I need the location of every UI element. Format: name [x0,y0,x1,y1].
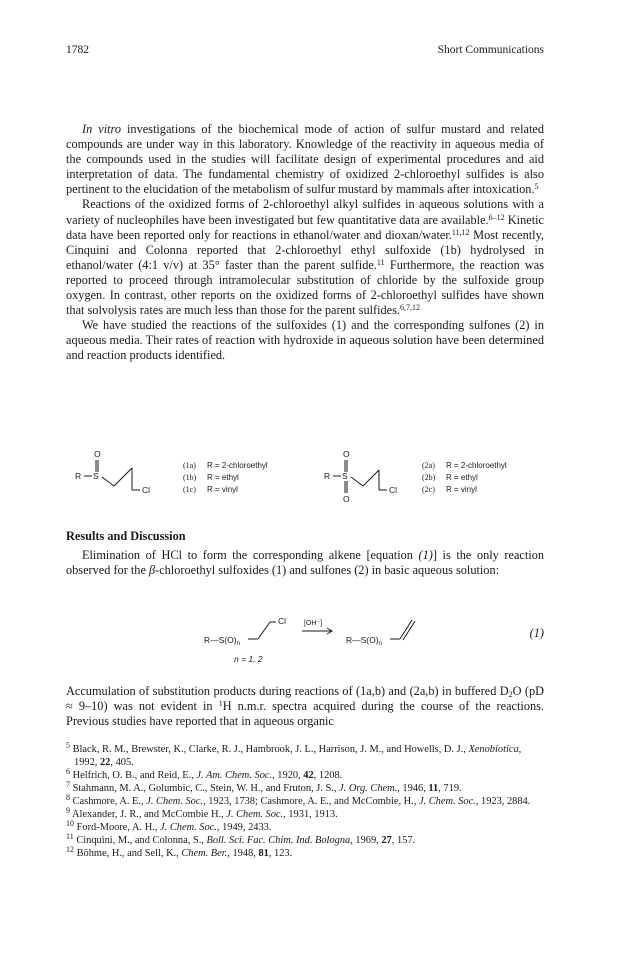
reference-number: 10 [66,819,74,828]
intro-p2-text-d: Furthermore, the reaction was reported to proceed through intramolecular substitution of chloride by the sulfoxide group oxygen. In contrast, other reports on the oxidized forms of 2-chloroethyl sulfides have shown that solvolysis rates are much less than those for the parent sulfides. [66,257,544,318]
reference-item [66,743,544,769]
structure-figure [66,448,544,508]
equation-reference: (1) [418,548,433,562]
reference-journal: Boll. Sci. Fac. Chim. Ind. Bologna [206,835,351,846]
reference-volume: 27 [381,835,392,846]
reference-pages: , 1208. [313,770,343,781]
intro-p2-text-c: Most recently, Cinquini and Colonna reported that 2-chloroethyl ethyl sulfoxide (1b) hydrolysed in ethanol/water (4:1 v/v) at 35° faster than the parent sulfide. [66,227,544,272]
discussion-paragraph [66,684,544,729]
discussion-text-c: H n.m.r. spectra acquired during the course of the reactions. Previous studies have reported that in aqueous organic [66,699,544,729]
intro-p2-text-b: Kinetic data have been reported only for reactions in ethanol/water and dioxan/water. [66,212,544,242]
citation: 6–12 [488,212,505,222]
reference-authors: Helfrich, O. B., and Reid, E., [72,770,197,781]
reference-year: , 1920, [272,770,304,781]
atom-s: S [342,471,348,481]
reference-item [66,834,544,847]
results-text-c: -chloroethyl sulfoxides (1) and sulfones (2) in basic aqueous solution: [155,563,500,578]
atom-o-bottom: O [343,494,350,504]
reference-list [66,743,544,860]
intro-p1-text: investigations of the biochemical mode of action of sulfur mustard and related compounds are under way in this laboratory. Knowledge of the reactivity in aqueous media of the compounds used in the studies will facilitate design of experimental procedures and aid interpretation of data. The fundamental chemistry of oxidized 2-chloroethyl sulfides is also pertinent to the elucidation of the metabolism of sulfur mustard by mammals after intoxication. [66,122,544,197]
atom-cl: Cl [389,485,398,495]
citation: 11 [376,257,385,267]
atom-o-top: O [343,449,350,459]
reference-number: 12 [66,845,74,854]
compound-def: R = 2-chloroethyl [207,461,268,470]
page-number: 1782 [66,44,89,56]
reference-item [66,769,544,782]
intro-p2-text-a: Reactions of the oxidized forms of 2-chloroethyl alkyl sulfides in aqueous solutions with a variety of nucleophiles have been investigated but few quantitative data are available. [66,197,544,227]
reference-number: 9 [66,806,70,815]
reference-pages: , 719. [438,783,462,794]
equation-number: (1) [529,626,544,640]
compound-label: (1c) [183,485,196,494]
reference-year: , 1931, 1913. [283,809,338,820]
reference-year: , 1948, [227,848,259,859]
chemical-structures [66,448,544,504]
reactant-subscript: n [236,641,240,647]
citation: 11,12 [451,227,470,237]
reference-item [66,795,544,808]
reference-journal: J. Chem. Soc. [146,796,204,807]
reference-authors: Alexander, J. R., and McCombie H., [72,809,227,820]
reference-number: 7 [66,780,70,789]
reference-year: , 1946, [397,783,429,794]
compound-label: (1b) [183,473,197,482]
reference-volume: 81 [258,848,269,859]
in-vitro-italic: In vitro [82,122,122,136]
reference-authors: Stahmann, M. A., Golumbic, C., Stein, W. H., and Fruton, J. S., [72,783,340,794]
atom-cl: Cl [142,485,151,495]
equation-1 [66,612,544,668]
reference-year: , 1923, 2884. [475,796,531,807]
reference-authors: Ford-Moore, A. H., [76,822,161,833]
reference-number: 8 [66,793,70,802]
discussion-text-b: O (pD ≈ 9–10) was not evident in [66,684,544,714]
discussion-text [66,684,544,729]
results-text [66,548,544,578]
intro-text [66,122,544,364]
reference-journal: Xenobiotica [468,744,519,755]
reference-item [66,808,544,821]
reference-journal: Chem. Ber. [181,848,228,859]
equation-figure [66,612,544,668]
reference-number: 11 [66,832,74,841]
compound-def: R = 2-chloroethyl [446,461,507,470]
product-subscript: n [378,641,382,647]
reference-journal: J. Org. Chem. [339,783,398,794]
compound-def: R = vinyl [446,485,477,494]
atom-r: R [75,471,82,481]
compound-def: R = ethyl [207,473,239,482]
reference-journal: J. Chem. Soc. [418,796,476,807]
reference-item [66,782,544,795]
reactant-label [204,635,240,647]
compound-label: (2b) [422,473,436,482]
atom-s: S [93,471,99,481]
superscript: 1 [218,699,223,709]
reagent-label: [OH⁻] [304,620,323,627]
compound-def: R = vinyl [207,485,238,494]
compound-label: (1a) [183,461,196,470]
results-text-b: ] is the only reaction observed for the [66,548,544,578]
reference-year: , 1969, [350,835,382,846]
atom-o: O [94,449,101,459]
c-c-bond [363,470,379,486]
reference-number: 6 [66,767,70,776]
compound-def: R = ethyl [446,473,478,482]
c-c-bond [114,468,132,486]
reference-journal: J. Chem. Soc. [226,809,284,820]
compound-label: (2c) [422,485,435,494]
s-c-bond [102,477,114,486]
reference-pages: , 123. [268,848,293,859]
sulfoxide-atoms [75,449,150,495]
reactant-text: R—S(O) [204,635,237,645]
reference-volume: 42 [303,770,314,781]
reference-pages: , 157. [391,835,416,846]
citation: 6,7,12 [400,303,420,313]
reference-pages: , 405. [110,757,134,768]
intro-paragraph-2 [66,197,544,318]
bond [258,622,270,639]
atom-r: R [324,471,331,481]
results-paragraph-1 [66,548,544,578]
reference-authors: Cashmore, A. E., [72,796,147,807]
citation: 5 [534,182,539,192]
equation-bonds [248,620,415,640]
chloro-label: Cl [278,616,287,626]
reference-authors: Böhme, H., and Sell, K., [76,848,182,859]
subscript: 2 [508,690,513,699]
section-heading: Results and Discussion [66,529,186,543]
reference-journal: J. Chem. Soc. [160,822,217,833]
product-label [346,635,382,647]
beta-symbol: β [148,563,156,578]
n-note: n = 1, 2 [234,654,263,664]
sulfoxide-labels [183,461,268,494]
reference-authors: Cinquini, M., and Colonna, S., [76,835,207,846]
product-text: R—S(O) [346,635,379,645]
intro-paragraph-3: We have studied the reactions of the sulfoxides (1) and the corresponding sulfones (2) in aqueous media. Their rates of reaction with hydroxide in aqueous solution have been determined and reaction products identified. [66,318,544,363]
compound-label: (2a) [422,461,435,470]
discussion-text-a: Accumulation of substitution products during reactions of (1a,b) and (2a,b) in buffered D [66,684,509,698]
reference-year: , 1992, [74,744,522,768]
reference-journal: J. Am. Chem. Soc. [196,770,273,781]
sulfone-labels [422,461,507,494]
page-header [66,44,544,60]
reference-year: , 1923, 1738; Cashmore, A. E., and McCombie, H., [203,796,419,807]
reference-authors: Black, R. M., Brewster, K., Clarke, R. J., Hambrook, J. L., Harrison, J. M., and Howells, D. J., [72,744,469,755]
reference-volume: 22 [99,757,111,768]
reference-item [66,821,544,834]
reference-volume: 11 [428,783,439,794]
reference-number: 5 [66,741,70,750]
intro-paragraph-1 [66,122,544,197]
reference-item [66,847,544,860]
equation-text [204,616,382,664]
s-c-bond [351,477,363,486]
reference-year: , 1949, 2433. [216,822,272,833]
running-title: Short Communications [437,44,544,56]
results-text-a: Elimination of HCl to form the corresponding alkene [equation [82,548,419,562]
